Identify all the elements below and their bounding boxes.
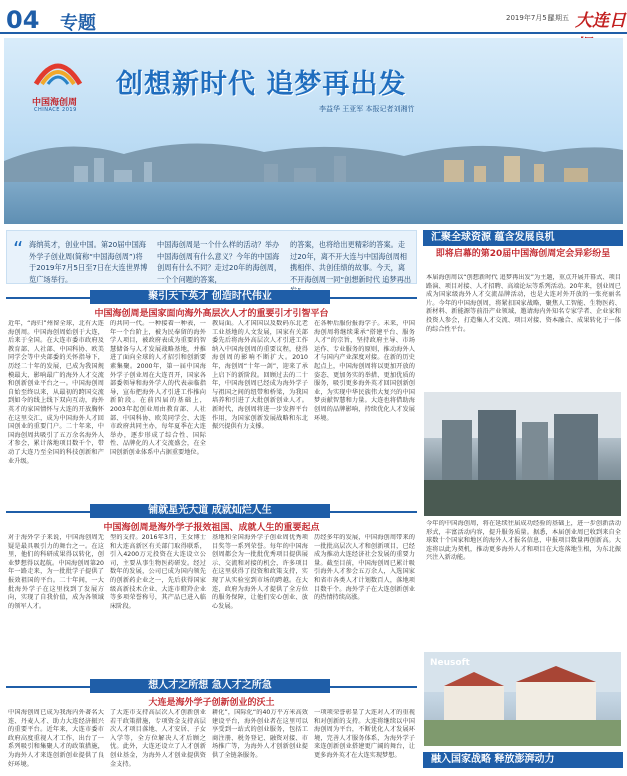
section3-subtitle: 大连是海外学子创新创业的沃土 <box>148 698 275 708</box>
section1-col-1: 近年，“海归”州留全球，北有大连海创周。中国海创周始创于大连，后来于全国。在大连市委市政府及教育部、人社部、中国科协、欧美同学会等中央部委的关怀指导下，历经二十年的发展，已成为我国规模最大、影响最广的海外人才交流和创新创业平台之一。中国海创周自始至终以来，从最初的跨国交流到如今的线上线下双向互动，海外英才的家国情怀与大连的开放胸怀在这里交汇，成为中国海外人才回国创业的重要门户。二十年来，中国海创周共吸引了五万余名海外人才参会，累计落地项目数千个，带动了大连乃至全国的科技创新和产业升级。 <box>8 320 104 465</box>
masthead <box>0 0 627 34</box>
water <box>4 182 623 224</box>
photo-campus <box>424 652 621 746</box>
event-logo-icon <box>32 54 84 94</box>
issue-date: 2019年7月5日 <box>506 14 554 22</box>
section1-title: 聚引天下英才 创造时代伟业 <box>90 290 330 304</box>
section1-subtitle: 中国海创周是国家面向海外高层次人才的重要引才引智平台 <box>94 309 329 319</box>
intro-col-2: 中国海创周是一个什么样的活动？举办中国海创周有什么意义？今年的中国海创周有什么不同？走过20年的海创周，一个个问题的答案， <box>157 240 282 284</box>
section2-col-2: 型的支持。2016年3月，王女博士和大连高新区有关部门取得联系，引入4200万元投资在大连设立公司，主要从事生物医药研发。经过数年的发展，公司已成为国内领先的创新药企业之一，先后获得国家级高新技术企业、大连市瞪羚企业等多项荣誉称号，其产品已进入临床阶段。 <box>110 534 206 610</box>
section1-col-2: 的共同一代。一种接着一种表，一年一个台阶上，被为民奉留的海外学人项目，被政府表成为重要的智慧储备与人才发展战略基地，并推进了面向全球的人才招引和创新要素集聚。2000年，第一届中国海外学子创业周在大连召开，国家各部委领导和海外学人的代表亲临指导，宣布把海外人才引进工作推向新阶段。在前四届的基础上，2003年起创业周由教育部、人社部、中国科协、欧美同学会、大连市政府共同主办，每年夏季在大连举办，逐步形成了综合性、国际性、品牌化的人才交流盛会，在全国创新创业体系中占据重要地位。 <box>110 320 206 456</box>
section-name: 专题 <box>60 13 96 34</box>
right-section-title: 汇聚全球资源 蕴含发展良机 <box>423 230 623 246</box>
section2-subtitle: 中国海创周是海外学子报效祖国、成就人生的重要起点 <box>103 523 320 533</box>
section2-title: 铺就星光大道 成就灿烂人生 <box>90 504 330 518</box>
right-text-2: 今年的中国海创周，将在延续往届成功经验的基础上，进一步创新活动形式，丰富活动内容，提升服务质量。据悉，本届创业周已收到来自全球数十个国家和地区的海外人才报名信息，申报项目数量再创新高。大连将以此为契机，推动更多海外人才和项目在大连落地生根，为东北振兴注入新动能。 <box>426 520 621 562</box>
intro-col-3: 的答案，也将给出更精彩的答案。走过20年，离不开大连与中国海创周相携相伴、共创佳绩的故事。今天，离不开海创周一同“创想新时代 追梦再出 <box>290 240 412 284</box>
issue-weekday: 星期五 <box>548 14 569 22</box>
page-number: 04 <box>6 6 40 34</box>
banner-title: 创想新时代 追梦再出发 <box>116 69 407 100</box>
building-photo-graphic <box>424 392 621 516</box>
right-section-subtitle: 即将启幕的第20届中国海创周定会异彩纷呈 <box>435 249 611 259</box>
banner <box>4 38 623 224</box>
section2-col-3: 基地和全国海外学子创业周优秀项目奖等一系列荣誉。每年的中国海创周都会为一批批优秀项目提供展示、交流和对接的机会，许多项目在这里获得了投资和政策支持，实现了从实验室到市场的跨越。在大连，政府为海外人才提供了全方位的服务保障，让他们安心创业、放心发展。 <box>212 534 308 610</box>
logo-text: 中国海创周 <box>32 98 78 108</box>
section2-col-4: 历经多年的发展，中国海创周带来的一批批高层次人才和创新项目，已经成为推动大连经济社会发展的重要力量。截至目前，中国海创周已累计吸引海外人才参会五万余人，入选国家和省市各类人才计划数百人，落地项目数千个。海外学子在大连创新创业的热情持续高涨。 <box>314 534 415 602</box>
section3-col-2: 了大连市支持高层次人才创新创业若干政策措施，专项资金支持高层次人才项目落地、人才安居、子女入学等，全方位解决人才后顾之忧。此外，大连还设立了人才创新创业基金，为海外人才创业提供资金支持。 <box>110 709 206 768</box>
section1-col-3: 教局面。人才国国以及数码东北老工业基地的人文发展，国家有关部委先后将海外高层次人才引进工作纳入中国海创周的重要议程，使得海创周的影响不断扩大。2010年，海创周“十年一剑”，迎来了承上启下的新阶段。回顾过去的二十年，中国海创周已经成为海外学子与祖国之间的纽带和桥梁，为我国培养和引进了大批创新创业人才。新时代，海创周将进一步发挥平台作用，为国家创新发展战略和东北振兴提供有力支撑。 <box>212 320 308 431</box>
section3-col-1: 中国海创周已成为我海内外著名大连、丹麦人才、助力大连经济振兴的重要平台。近年来，大连市委市政府高度重视人才工作，出台了一系列吸引和集聚人才的政策措施，为海外人才来连创新创业提供了良好环境。 <box>8 709 104 768</box>
quote-icon: “ <box>13 237 24 261</box>
section3-col-3: 耕化”，国际化“的40万平方米高效建设平台，海外创业者在这里可以享受到一站式的创业服务，包括工商注册、税务登记、融资对接、市场推广等，为海外人才创新创业提供了全链条服务。 <box>212 709 308 759</box>
section3-title: 想人才之所想 急人才之所急 <box>90 679 330 693</box>
photo-building <box>424 392 621 516</box>
section1-col-4: 在各种后服份报海学子。未来，中国海创周将继续秉承“搭建平台、服务人才”的宗旨，坚持政府主导、市场运作、专业服务的原则，推动海外人才与国内产业深度对接。在新的历史起点上，中国海创周将以更加开放的姿态、更加务实的举措、更加优质的服务，吸引更多海外英才回国创新创业，为实现中华民族伟大复兴的中国梦贡献智慧和力量。大连也将借助海创周的品牌影响，持续优化人才发展环境。 <box>314 320 415 422</box>
right-text-1: 本届海创周以“创想新时代 追梦再出发”为主题，重点开展开幕式、项目路演、项目对接、人才招聘、高端论坛等系列活动。20年来，创业周已成为国家级海外人才交流品牌活动，也是大连对外开放的一张亮丽名片。今年的中国海创周，将紧扣国家战略，聚焦人工智能、生物医药、新材料、新能源等前沿产业领域，邀请海内外知名专家学者、企业家和投资人参会，打造集人才交流、项目对接、资本融合、成果转化于一体的综合性平台。 <box>426 274 621 333</box>
section3-col-4: 一项项荣誉彰显了大连对人才的重视和对创新的支持。大连将继续以中国海创周为平台，不断优化人才发展环境，完善人才服务体系，为海外学子来连创新创业搭建更广阔的舞台，让更多海外英才在大连实现梦想。 <box>314 709 415 759</box>
logo-subtitle: CHINACE 2019 <box>34 107 77 113</box>
intro-col-1: 海纳英才，创业中国。第20届中国海外学子创业周(简称“中国海创周”)将于2019年7月5日至7日在大连世界博览广场举行。 <box>29 240 148 284</box>
city-skyline <box>4 152 623 186</box>
intro-box <box>6 230 417 284</box>
right-section2-title: 融入国家战略 释放澎湃动力 <box>423 752 623 768</box>
byline: 李益华 王亚军 本报记者刘湘竹 <box>319 105 415 113</box>
section2-col-1: 对于海外学子来说，中国海创周无疑是最具吸引力的舞台之一。在这里，他们的科研成果得以转化，创业梦想得以起航。中国海创周第20年一路走来，为一批批学子提供了报效祖国的平台。二十年间，一大批海外学子在这里找到了发展方向，实现了自我价值，成为各领域的领军人才。 <box>8 534 104 610</box>
paper-logo: 大连日 <box>575 11 626 31</box>
photo-caption: Neusoft <box>430 658 470 668</box>
